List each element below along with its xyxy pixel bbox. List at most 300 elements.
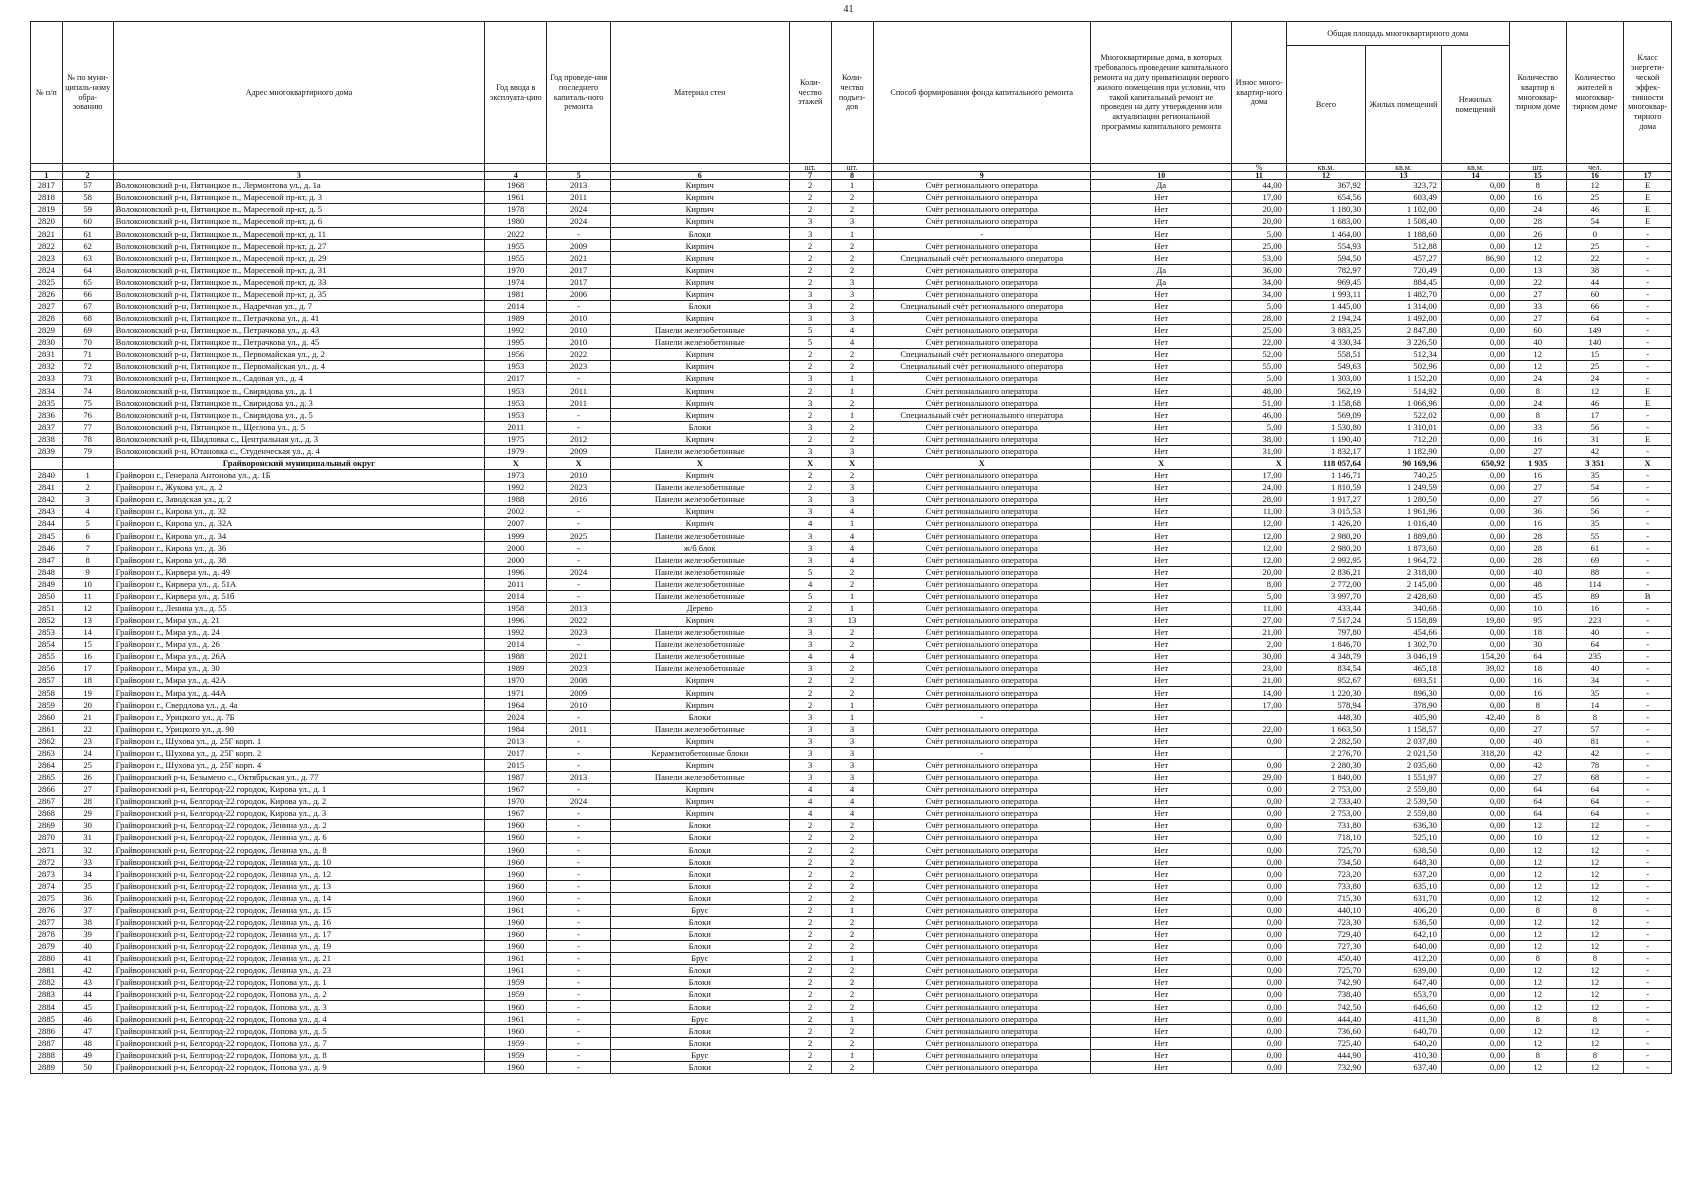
cell-residents: 34 xyxy=(1566,675,1624,687)
cell-municipal-number: 29 xyxy=(62,808,113,820)
cell-entrances: 4 xyxy=(831,506,873,518)
cell-year-built: 1960 xyxy=(485,832,547,844)
cell-area-nonresidential: 0,00 xyxy=(1441,324,1509,336)
cell-repair-required: Да xyxy=(1090,276,1232,288)
cell-row-number: 2879 xyxy=(31,940,63,952)
col-header-municipal-no: № по муни-ципаль-ному обра-зованию xyxy=(62,22,113,164)
cell-energy-class: - xyxy=(1624,240,1672,252)
cell-floors: 2 xyxy=(789,204,831,216)
cell-entrances: 3 xyxy=(831,445,873,457)
cell-area-residential: 2 847,80 xyxy=(1366,324,1442,336)
table-row xyxy=(31,337,1672,349)
cell-repair-required: Нет xyxy=(1090,928,1232,940)
cell-entrances: 2 xyxy=(831,469,873,481)
cell-energy-class: - xyxy=(1624,723,1672,735)
cell-fund-method: Счёт регионального оператора xyxy=(873,494,1090,506)
cell-apartments: 8 xyxy=(1509,904,1566,916)
cell-row-number: 2860 xyxy=(31,711,63,723)
table-row xyxy=(31,276,1672,288)
cell-year-repair: 2011 xyxy=(547,723,610,735)
cell-entrances: 2 xyxy=(831,300,873,312)
cell-wall-material: Блоки xyxy=(610,1037,789,1049)
cell-area-residential: 1 551,97 xyxy=(1366,771,1442,783)
table-row xyxy=(31,759,1672,771)
cell-wall-material: Кирпич xyxy=(610,180,789,192)
cell-apartments: 12 xyxy=(1509,1061,1566,1073)
cell-residents: 64 xyxy=(1566,795,1624,807)
cell-repair-required: Нет xyxy=(1090,530,1232,542)
cell-apartments: 64 xyxy=(1509,651,1566,663)
cell-entrances: 1 xyxy=(831,602,873,614)
cell-address: Грайворон г., Генерала Антонова ул., д. 1Б xyxy=(113,469,484,481)
cell-area-nonresidential: 0,00 xyxy=(1441,868,1509,880)
cell-area-residential: 693,51 xyxy=(1366,675,1442,687)
cell-floors: 3 xyxy=(789,373,831,385)
cell-area-total: 1 530,80 xyxy=(1286,421,1365,433)
cell-municipal-number: 63 xyxy=(62,252,113,264)
cell-apartments: 8 xyxy=(1509,711,1566,723)
cell-year-built: 1989 xyxy=(485,663,547,675)
cell-year-built: 1953 xyxy=(485,361,547,373)
cell-wear: 0,00 xyxy=(1232,940,1286,952)
cell-wear: 52,00 xyxy=(1232,349,1286,361)
cell-entrances: 1 xyxy=(831,904,873,916)
cell-area-total: 727,30 xyxy=(1286,940,1365,952)
cell-row-number: 2851 xyxy=(31,602,63,614)
cell-row-number: 2846 xyxy=(31,542,63,554)
cell-address: Грайворон г., Жукова ул., д. 2 xyxy=(113,481,484,493)
cell-floors: 3 xyxy=(789,626,831,638)
cell-floors: 3 xyxy=(789,494,831,506)
cell-apartments: 10 xyxy=(1509,602,1566,614)
col-header-total-area-group: Общая площадь многоквартирного дома xyxy=(1286,22,1509,46)
cell-municipal-number: 11 xyxy=(62,590,113,602)
cell-year-repair: 2024 xyxy=(547,566,610,578)
cell-wall-material: Блоки xyxy=(610,711,789,723)
cell-area-residential: 406,20 xyxy=(1366,904,1442,916)
cell-entrances: 1 xyxy=(831,373,873,385)
table-row xyxy=(31,192,1672,204)
cell-entrances: 1 xyxy=(831,711,873,723)
cell-address: Грайворонский р-н, Белгород-22 городок, Ленина ул., д. 16 xyxy=(113,916,484,928)
cell-entrances: 3 xyxy=(831,481,873,493)
cell-floors: 2 xyxy=(789,989,831,1001)
cell-wall-material: Блоки xyxy=(610,228,789,240)
cell-entrances: 4 xyxy=(831,530,873,542)
cell-wall-material: Кирпич xyxy=(610,240,789,252)
cell-residents: 12 xyxy=(1566,1037,1624,1049)
cell-repair-required: Нет xyxy=(1090,940,1232,952)
cell-area-nonresidential: 0,00 xyxy=(1441,1001,1509,1013)
cell-address: Грайворонский р-н, Белгород-22 городок, Попова ул., д. 8 xyxy=(113,1049,484,1061)
cell-area-nonresidential: 0,00 xyxy=(1441,228,1509,240)
cell-year-built: 1979 xyxy=(485,445,547,457)
cell-fund-method: Счёт регионального оператора xyxy=(873,530,1090,542)
cell-area-total: 1 993,11 xyxy=(1286,288,1365,300)
cell-fund-method: Счёт регионального оператора xyxy=(873,324,1090,336)
cell-address: Грайворон г., Кирвера ул., д. 49 xyxy=(113,566,484,578)
cell-energy-class: Е xyxy=(1624,397,1672,409)
cell-apartments: 10 xyxy=(1509,832,1566,844)
cell-repair-required: Нет xyxy=(1090,892,1232,904)
cell-wear: 51,00 xyxy=(1232,397,1286,409)
cell-area-residential: 5 158,89 xyxy=(1366,614,1442,626)
cell-area-nonresidential: 0,00 xyxy=(1441,928,1509,940)
cell-energy-class: - xyxy=(1624,759,1672,771)
cell-floors: 3 xyxy=(789,530,831,542)
cell-energy-class: - xyxy=(1624,965,1672,977)
cell-area-nonresidential: 0,00 xyxy=(1441,216,1509,228)
cell-wall-material: Керамзитобетонные блоки xyxy=(610,747,789,759)
cell-fund-method: Счёт регионального оператора xyxy=(873,264,1090,276)
cell-fund-method: Счёт регионального оператора xyxy=(873,554,1090,566)
cell-repair-required: Нет xyxy=(1090,820,1232,832)
cell-year-built: 1960 xyxy=(485,880,547,892)
cell-entrances: 2 xyxy=(831,566,873,578)
cell-energy-class: - xyxy=(1624,711,1672,723)
cell-area-nonresidential: 0,00 xyxy=(1441,240,1509,252)
cell-floors: 4 xyxy=(789,783,831,795)
cell-row-number: 2840 xyxy=(31,469,63,481)
cell-entrances: 2 xyxy=(831,204,873,216)
cell-repair-required: Нет xyxy=(1090,361,1232,373)
cell-year-repair: - xyxy=(547,820,610,832)
cell-floors: 3 xyxy=(789,542,831,554)
cell-apartments: 16 xyxy=(1509,469,1566,481)
cell-residents: 40 xyxy=(1566,663,1624,675)
cell-apartments: 27 xyxy=(1509,771,1566,783)
cell-fund-method: Счёт регионального оператора xyxy=(873,590,1090,602)
cell-year-built: 1960 xyxy=(485,844,547,856)
cell-apartments: 60 xyxy=(1509,324,1566,336)
cell-repair-required: Нет xyxy=(1090,409,1232,421)
table-row xyxy=(31,1049,1672,1061)
table-row xyxy=(31,747,1672,759)
cell-wear: 14,00 xyxy=(1232,687,1286,699)
cell-residents: 140 xyxy=(1566,337,1624,349)
table-row xyxy=(31,433,1672,445)
cell-year-repair: - xyxy=(547,953,610,965)
cell-fund-method: Счёт регионального оператора xyxy=(873,687,1090,699)
cell-year-built: 1967 xyxy=(485,783,547,795)
cell-area-nonresidential: 0,00 xyxy=(1441,977,1509,989)
cell-entrances: 4 xyxy=(831,783,873,795)
cell-apartments: 12 xyxy=(1509,349,1566,361)
cell-area-residential: 1 873,60 xyxy=(1366,542,1442,554)
cell-wear: 0,00 xyxy=(1232,965,1286,977)
cell-row-number: 2864 xyxy=(31,759,63,771)
cell-municipal-number xyxy=(62,457,113,469)
cell-repair-required: Нет xyxy=(1090,518,1232,530)
cell-area-total: 4 330,34 xyxy=(1286,337,1365,349)
cell-energy-class: - xyxy=(1624,542,1672,554)
col-header-wear: Износ много-квартир-ного дома xyxy=(1232,22,1286,164)
cell-entrances: 2 xyxy=(831,192,873,204)
cell-year-built: 1961 xyxy=(485,192,547,204)
cell-energy-class: - xyxy=(1624,300,1672,312)
cell-residents: 12 xyxy=(1566,820,1624,832)
cell-year-repair: 2017 xyxy=(547,276,610,288)
cell-area-nonresidential: 0,00 xyxy=(1441,554,1509,566)
cell-row-number: 2858 xyxy=(31,687,63,699)
cell-energy-class: - xyxy=(1624,1049,1672,1061)
cell-apartments: 28 xyxy=(1509,216,1566,228)
cell-year-built: 2007 xyxy=(485,518,547,530)
cell-year-built: 1960 xyxy=(485,1061,547,1073)
table-row xyxy=(31,385,1672,397)
cell-wall-material: Кирпич xyxy=(610,361,789,373)
cell-area-residential: 2 145,00 xyxy=(1366,578,1442,590)
cell-entrances: 2 xyxy=(831,1037,873,1049)
cell-area-total: 1 683,00 xyxy=(1286,216,1365,228)
cell-wall-material: Блоки xyxy=(610,820,789,832)
cell-floors: 3 xyxy=(789,711,831,723)
cell-energy-class: - xyxy=(1624,409,1672,421)
cell-wall-material: Кирпич xyxy=(610,518,789,530)
cell-residents: 54 xyxy=(1566,481,1624,493)
cell-row-number: 2834 xyxy=(31,385,63,397)
cell-fund-method: Счёт регионального оператора xyxy=(873,808,1090,820)
cell-municipal-number: 28 xyxy=(62,795,113,807)
cell-energy-class: - xyxy=(1624,361,1672,373)
cell-wear: 38,00 xyxy=(1232,433,1286,445)
cell-area-total: 3 997,70 xyxy=(1286,590,1365,602)
cell-area-residential: 2 539,50 xyxy=(1366,795,1442,807)
cell-area-residential: 1 302,70 xyxy=(1366,638,1442,650)
cell-wall-material: Кирпич xyxy=(610,699,789,711)
cell-year-repair: - xyxy=(547,735,610,747)
cell-year-built: 1960 xyxy=(485,916,547,928)
cell-energy-class: - xyxy=(1624,614,1672,626)
cell-fund-method: Специальный счёт регионального оператора xyxy=(873,252,1090,264)
cell-entrances: 2 xyxy=(831,361,873,373)
unit-cell xyxy=(610,164,789,172)
cell-wear xyxy=(1232,711,1286,723)
cell-apartments: 27 xyxy=(1509,494,1566,506)
cell-municipal-number: 35 xyxy=(62,880,113,892)
cell-residents: 12 xyxy=(1566,989,1624,1001)
cell-energy-class: - xyxy=(1624,554,1672,566)
cell-energy-class: - xyxy=(1624,953,1672,965)
cell-residents: 64 xyxy=(1566,638,1624,650)
cell-municipal-number: 16 xyxy=(62,651,113,663)
cell-apartments: 33 xyxy=(1509,300,1566,312)
cell-entrances: 3 xyxy=(831,771,873,783)
cell-row-number: 2886 xyxy=(31,1025,63,1037)
cell-wall-material: Блоки xyxy=(610,300,789,312)
table-row xyxy=(31,228,1672,240)
cell-area-residential: 1 964,72 xyxy=(1366,554,1442,566)
cell-fund-method: Счёт регионального оператора xyxy=(873,1001,1090,1013)
cell-repair-required: Нет xyxy=(1090,578,1232,590)
table-row xyxy=(31,953,1672,965)
cell-wear: 27,00 xyxy=(1232,614,1286,626)
table-row xyxy=(31,868,1672,880)
cell-year-repair: 2009 xyxy=(547,240,610,252)
cell-wear: 0,00 xyxy=(1232,928,1286,940)
cell-wear: 0,00 xyxy=(1232,856,1286,868)
cell-floors: 3 xyxy=(789,312,831,324)
cell-year-repair: 2006 xyxy=(547,288,610,300)
cell-year-built: 1981 xyxy=(485,288,547,300)
table-row xyxy=(31,506,1672,518)
cell-fund-method: - xyxy=(873,711,1090,723)
cell-area-total: 1 846,70 xyxy=(1286,638,1365,650)
unit-cell: шт. xyxy=(1509,164,1566,172)
unit-cell: кв.м. xyxy=(1366,164,1442,172)
cell-municipal-number: 30 xyxy=(62,820,113,832)
cell-wall-material: Панели железобетонные xyxy=(610,638,789,650)
cell-municipal-number: 47 xyxy=(62,1025,113,1037)
cell-apartments: 27 xyxy=(1509,481,1566,493)
cell-municipal-number: 22 xyxy=(62,723,113,735)
cell-apartments: 22 xyxy=(1509,276,1566,288)
cell-repair-required: Нет xyxy=(1090,651,1232,663)
cell-municipal-number: 8 xyxy=(62,554,113,566)
cell-area-residential: 512,34 xyxy=(1366,349,1442,361)
cell-year-repair: - xyxy=(547,856,610,868)
cell-area-residential: 1 249,59 xyxy=(1366,481,1442,493)
cell-year-built: 1956 xyxy=(485,349,547,361)
cell-area-residential: 637,20 xyxy=(1366,868,1442,880)
cell-year-repair: 2022 xyxy=(547,349,610,361)
table-row xyxy=(31,481,1672,493)
cell-floors: 2 xyxy=(789,240,831,252)
cell-year-repair: Х xyxy=(547,457,610,469)
cell-wall-material: Кирпич xyxy=(610,204,789,216)
cell-energy-class: - xyxy=(1624,820,1672,832)
cell-residents: 12 xyxy=(1566,928,1624,940)
cell-wear: 5,00 xyxy=(1232,421,1286,433)
cell-address: Грайворонский р-н, Белгород-22 городок, Ленина ул., д. 19 xyxy=(113,940,484,952)
cell-municipal-number: 17 xyxy=(62,663,113,675)
cell-row-number: 2818 xyxy=(31,192,63,204)
cell-year-built: 1978 xyxy=(485,204,547,216)
cell-apartments: 12 xyxy=(1509,940,1566,952)
cell-row-number: 2872 xyxy=(31,856,63,868)
cell-floors: 4 xyxy=(789,578,831,590)
cell-fund-method: Счёт регионального оператора xyxy=(873,192,1090,204)
cell-row-number: 2883 xyxy=(31,989,63,1001)
cell-area-residential: 1 066,96 xyxy=(1366,397,1442,409)
cell-wall-material: Панели железобетонные xyxy=(610,445,789,457)
cell-area-nonresidential: 0,00 xyxy=(1441,518,1509,530)
cell-year-repair: - xyxy=(547,1037,610,1049)
cell-entrances: 2 xyxy=(831,433,873,445)
cell-area-nonresidential: 0,00 xyxy=(1441,626,1509,638)
cell-municipal-number: 1 xyxy=(62,469,113,481)
cell-area-residential: 2 021,50 xyxy=(1366,747,1442,759)
cell-municipal-number: 21 xyxy=(62,711,113,723)
cell-area-total: 654,56 xyxy=(1286,192,1365,204)
cell-wall-material: Кирпич xyxy=(610,397,789,409)
cell-residents: 8 xyxy=(1566,904,1624,916)
cell-area-total: 1 445,00 xyxy=(1286,300,1365,312)
cell-entrances: 4 xyxy=(831,337,873,349)
cell-area-nonresidential: 0,00 xyxy=(1441,542,1509,554)
cell-area-total: 715,30 xyxy=(1286,892,1365,904)
cell-fund-method: Счёт регионального оператора xyxy=(873,904,1090,916)
cell-energy-class: - xyxy=(1624,288,1672,300)
col-header-address: Адрес многоквартирного дома xyxy=(113,22,484,164)
cell-area-nonresidential: 0,00 xyxy=(1441,699,1509,711)
cell-address: Волоконовский р-н, Ютановка с., Студенческая ул., д. 4 xyxy=(113,445,484,457)
table-row xyxy=(31,723,1672,735)
cell-year-built: 1992 xyxy=(485,626,547,638)
cell-municipal-number: 66 xyxy=(62,288,113,300)
cell-year-repair: - xyxy=(547,832,610,844)
cell-row-number: 2880 xyxy=(31,953,63,965)
cell-area-total: 3 015,53 xyxy=(1286,506,1365,518)
cell-wall-material: Панели железобетонные xyxy=(610,566,789,578)
cell-row-number: 2859 xyxy=(31,699,63,711)
cell-floors: 2 xyxy=(789,675,831,687)
table-row xyxy=(31,663,1672,675)
cell-year-repair: - xyxy=(547,928,610,940)
cell-energy-class: - xyxy=(1624,337,1672,349)
cell-entrances: 2 xyxy=(831,578,873,590)
cell-apartments: 40 xyxy=(1509,735,1566,747)
cell-residents: 24 xyxy=(1566,373,1624,385)
cell-energy-class: - xyxy=(1624,868,1672,880)
cell-area-residential: 2 035,60 xyxy=(1366,759,1442,771)
cell-year-repair: 2013 xyxy=(547,602,610,614)
cell-area-nonresidential: 318,20 xyxy=(1441,747,1509,759)
cell-entrances: 3 xyxy=(831,747,873,759)
cell-area-total: 723,20 xyxy=(1286,868,1365,880)
cell-year-built: 1970 xyxy=(485,264,547,276)
section-name: Грайворонский муниципальный округ xyxy=(113,457,484,469)
cell-repair-required: Нет xyxy=(1090,566,1232,578)
cell-area-residential: 638,50 xyxy=(1366,844,1442,856)
cell-entrances: 2 xyxy=(831,820,873,832)
cell-wear: 25,00 xyxy=(1232,240,1286,252)
cell-residents: 223 xyxy=(1566,614,1624,626)
cell-row-number: 2833 xyxy=(31,373,63,385)
cell-repair-required: Нет xyxy=(1090,288,1232,300)
column-number-row xyxy=(31,172,1672,180)
cell-wear: 0,00 xyxy=(1232,1013,1286,1025)
cell-area-nonresidential: 0,00 xyxy=(1441,385,1509,397)
cell-entrances: 2 xyxy=(831,1001,873,1013)
cell-floors: 2 xyxy=(789,880,831,892)
cell-area-residential: 635,10 xyxy=(1366,880,1442,892)
cell-energy-class: - xyxy=(1624,518,1672,530)
cell-row-number: 2877 xyxy=(31,916,63,928)
cell-fund-method: Счёт регионального оператора xyxy=(873,735,1090,747)
cell-area-nonresidential: 0,00 xyxy=(1441,1037,1509,1049)
cell-year-built: 2017 xyxy=(485,747,547,759)
cell-address: Грайворонский р-н, Белгород-22 городок, Ленина ул., д. 13 xyxy=(113,880,484,892)
cell-area-residential: 514,92 xyxy=(1366,385,1442,397)
cell-wear: 22,00 xyxy=(1232,723,1286,735)
cell-year-built: 1975 xyxy=(485,433,547,445)
cell-municipal-number: 45 xyxy=(62,1001,113,1013)
cell-entrances: 2 xyxy=(831,832,873,844)
cell-energy-class: - xyxy=(1624,1061,1672,1073)
cell-repair-required: Нет xyxy=(1090,916,1232,928)
column-number: 9 xyxy=(873,172,1090,180)
cell-wall-material: Блоки xyxy=(610,1025,789,1037)
cell-fund-method: Счёт регионального оператора xyxy=(873,989,1090,1001)
cell-energy-class: Е xyxy=(1624,204,1672,216)
cell-wear: 2,00 xyxy=(1232,638,1286,650)
cell-repair-required: Нет xyxy=(1090,337,1232,349)
cell-wear: 0,00 xyxy=(1232,844,1286,856)
cell-wall-material: Кирпич xyxy=(610,288,789,300)
cell-wear: 17,00 xyxy=(1232,699,1286,711)
cell-area-nonresidential: 0,00 xyxy=(1441,880,1509,892)
